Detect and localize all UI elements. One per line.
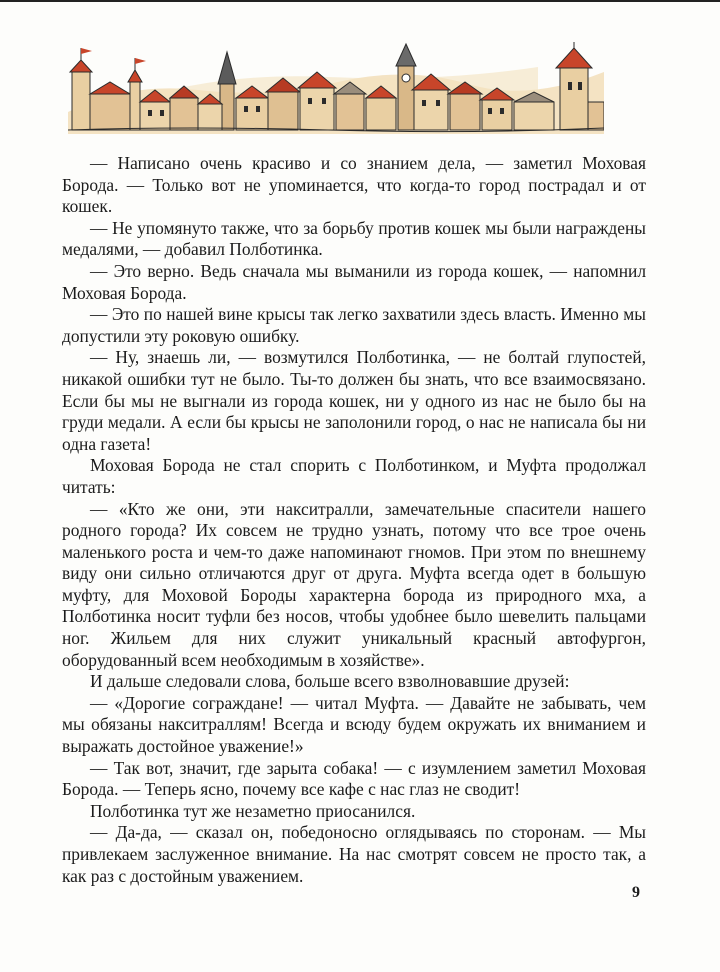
paragraph: — Это верно. Ведь сначала мы выманили из города кошек, — напомнил Моховая Борода. — [62, 260, 646, 303]
paragraph: — «Дорогие сограждане! — читал Муфта. — Давайте не забывать, чем мы обязаны накситраллям! Всегда и всюду будем окружать их вниманием и выражать достойное уважение!» — [62, 692, 646, 757]
paragraph: — «Кто же они, эти накситралли, замечательные спасители нашего родного города? Их совсем не трудно узнать, потому что все трое очень маленького роста и чем-то даже напоминают гномов. При этом по внешнему виду они сильно отличаются друг от друга. Муфта всегда одет в большую муфту, для Моховой Бороды характерна борода из природного мха, а Полботинка носит туфли без носов, чтобы удобнее было шевелить пальцами ног. Жильем для них служит уникальный красный автофургон, оборудованный всем необходимым в хозяйстве». — [62, 498, 646, 670]
paragraph: Полботинка тут же незаметно приосанился. — [90, 800, 416, 821]
paragraph: — Так вот, значит, где зарыта собака! — с изумлением заметил Моховая Борода. — Теперь ясно, почему все кафе с нас глаз не сводит! — [62, 757, 646, 800]
paragraph: И дальше следовали слова, больше всего взволновавшие друзей: — [90, 671, 570, 692]
paragraph: — Это по нашей вине крысы так легко захватили здесь власть. Именно мы допустили эту роковую ошибку. — [62, 304, 646, 346]
paragraph: — Ну, знаешь ли, — возмутился Полботинка, — не болтай глупостей, никакой ошибки тут не было. Ты-то должен бы знать, что все взаимосвязано. Если бы мы не выгнали из города кошек, ни у одного из нас не было бы на груди медали. А если бы крысы не заполонили город, о нас не написала бы ни одна газета! — [62, 347, 646, 454]
page-top-edge — [0, 0, 720, 2]
body-text — [62, 153, 646, 887]
page-number: 9 — [632, 884, 640, 901]
paragraph: — Написано очень красиво и со знанием дела, — заметил Моховая Борода. — Только вот не упоминается, что когда-то город пострадал и от кошек. — [62, 153, 646, 217]
town-skyline-illustration — [68, 42, 604, 134]
paragraph: — Не упомянуто также, что за борьбу против кошек мы были награждены медалями, — добавил Полботинка. — [62, 217, 646, 260]
paragraph: — Да-да, — сказал он, победоносно оглядываясь по сторонам. — Мы привлекаем заслуженное внимание. На нас смотрят совсем не просто так, а как раз с достойным уважением. — [62, 822, 646, 886]
paragraph: Моховая Борода не стал спорить с Полботинком, и Муфта продолжал читать: — [62, 455, 646, 497]
